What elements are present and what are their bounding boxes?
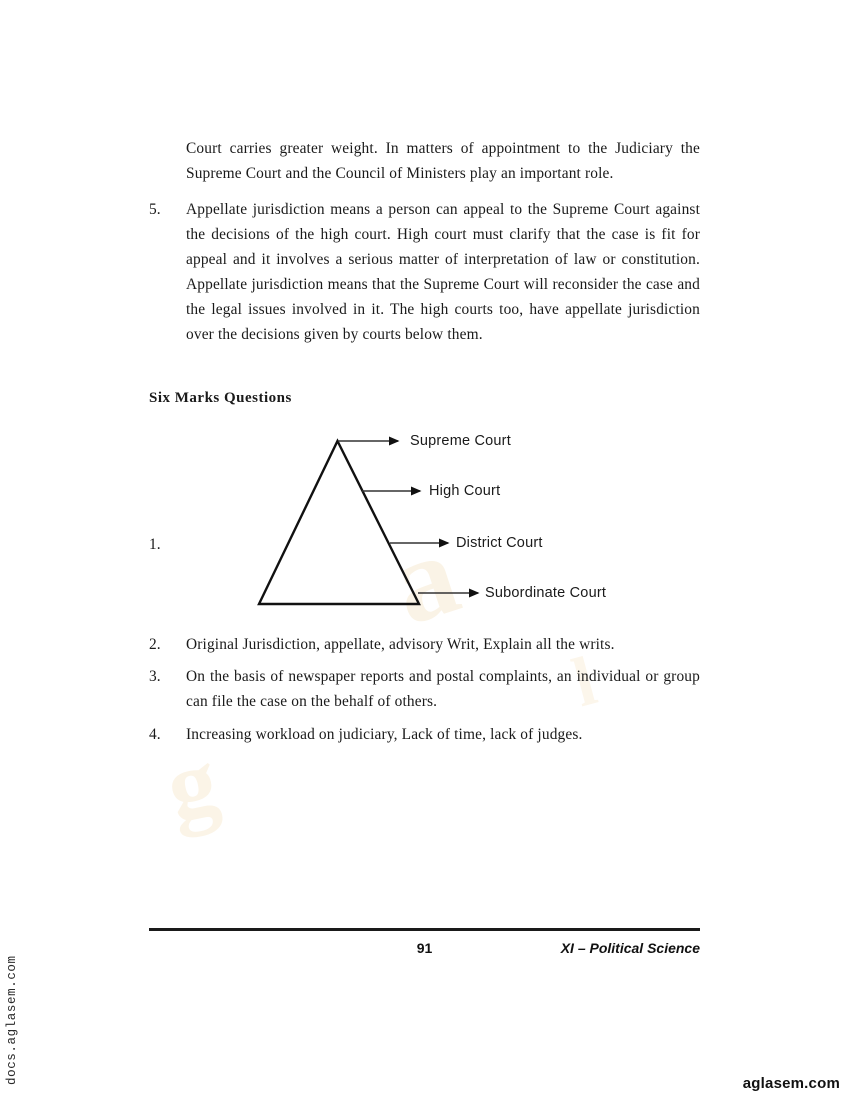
court-hierarchy-diagram [240, 425, 660, 620]
page-number: 91 [416, 940, 433, 956]
list-item-number: 5. [149, 201, 161, 218]
footer-subject-title: XI – Political Science [560, 940, 700, 956]
list-item-text: On the basis of newspaper reports and postal complaints, an individual or group can file the case on the behalf of others. [186, 668, 700, 710]
list-item [149, 722, 700, 747]
section-heading: Six Marks Questions [149, 390, 292, 406]
list-item-number: 1. [149, 536, 161, 553]
footer-divider [149, 928, 700, 931]
list-item-number: 3. [149, 668, 161, 685]
diagram-label-high-court: High Court [429, 483, 501, 499]
side-watermark-url: docs.aglasem.com [5, 955, 19, 1085]
pyramid-triangle [259, 441, 419, 604]
list-item-number: 2. [149, 636, 161, 653]
list-item [149, 197, 700, 347]
continued-paragraph: Court carries greater weight. In matters of appointment to the Judiciary the Supreme Court and the Council of Ministers play an important role. [186, 140, 700, 182]
background-watermark-glyph: l [565, 642, 604, 723]
list-item-text: Increasing workload on judiciary, Lack of time, lack of judges. [186, 726, 583, 743]
diagram-label-subordinate-court: Subordinate Court [485, 585, 607, 601]
diagram-label-supreme-court: Supreme Court [410, 433, 511, 449]
list-item-text: Appellate jurisdiction means a person can appeal to the Supreme Court against the decisions of the high court. High court must clarify that the case is fit for appeal and it involves a serious matter of interpretation of law or constitution. Appellate jurisdiction means that the Supreme Court will reconsider the case and the legal issues involved in it. The high courts too, have appellate jurisdiction over the decisions given by courts below them. [186, 201, 700, 343]
list-item-number: 4. [149, 726, 161, 743]
diagram-label-district-court: District Court [456, 535, 543, 551]
background-watermark-glyph: g [157, 726, 227, 841]
list-item [149, 632, 700, 657]
brand-watermark: aglasem.com [742, 1075, 840, 1092]
list-item [149, 664, 700, 714]
background-watermark-glyph: a [376, 507, 473, 650]
list-item-text: Original Jurisdiction, appellate, advisory Writ, Explain all the writs. [186, 636, 615, 653]
